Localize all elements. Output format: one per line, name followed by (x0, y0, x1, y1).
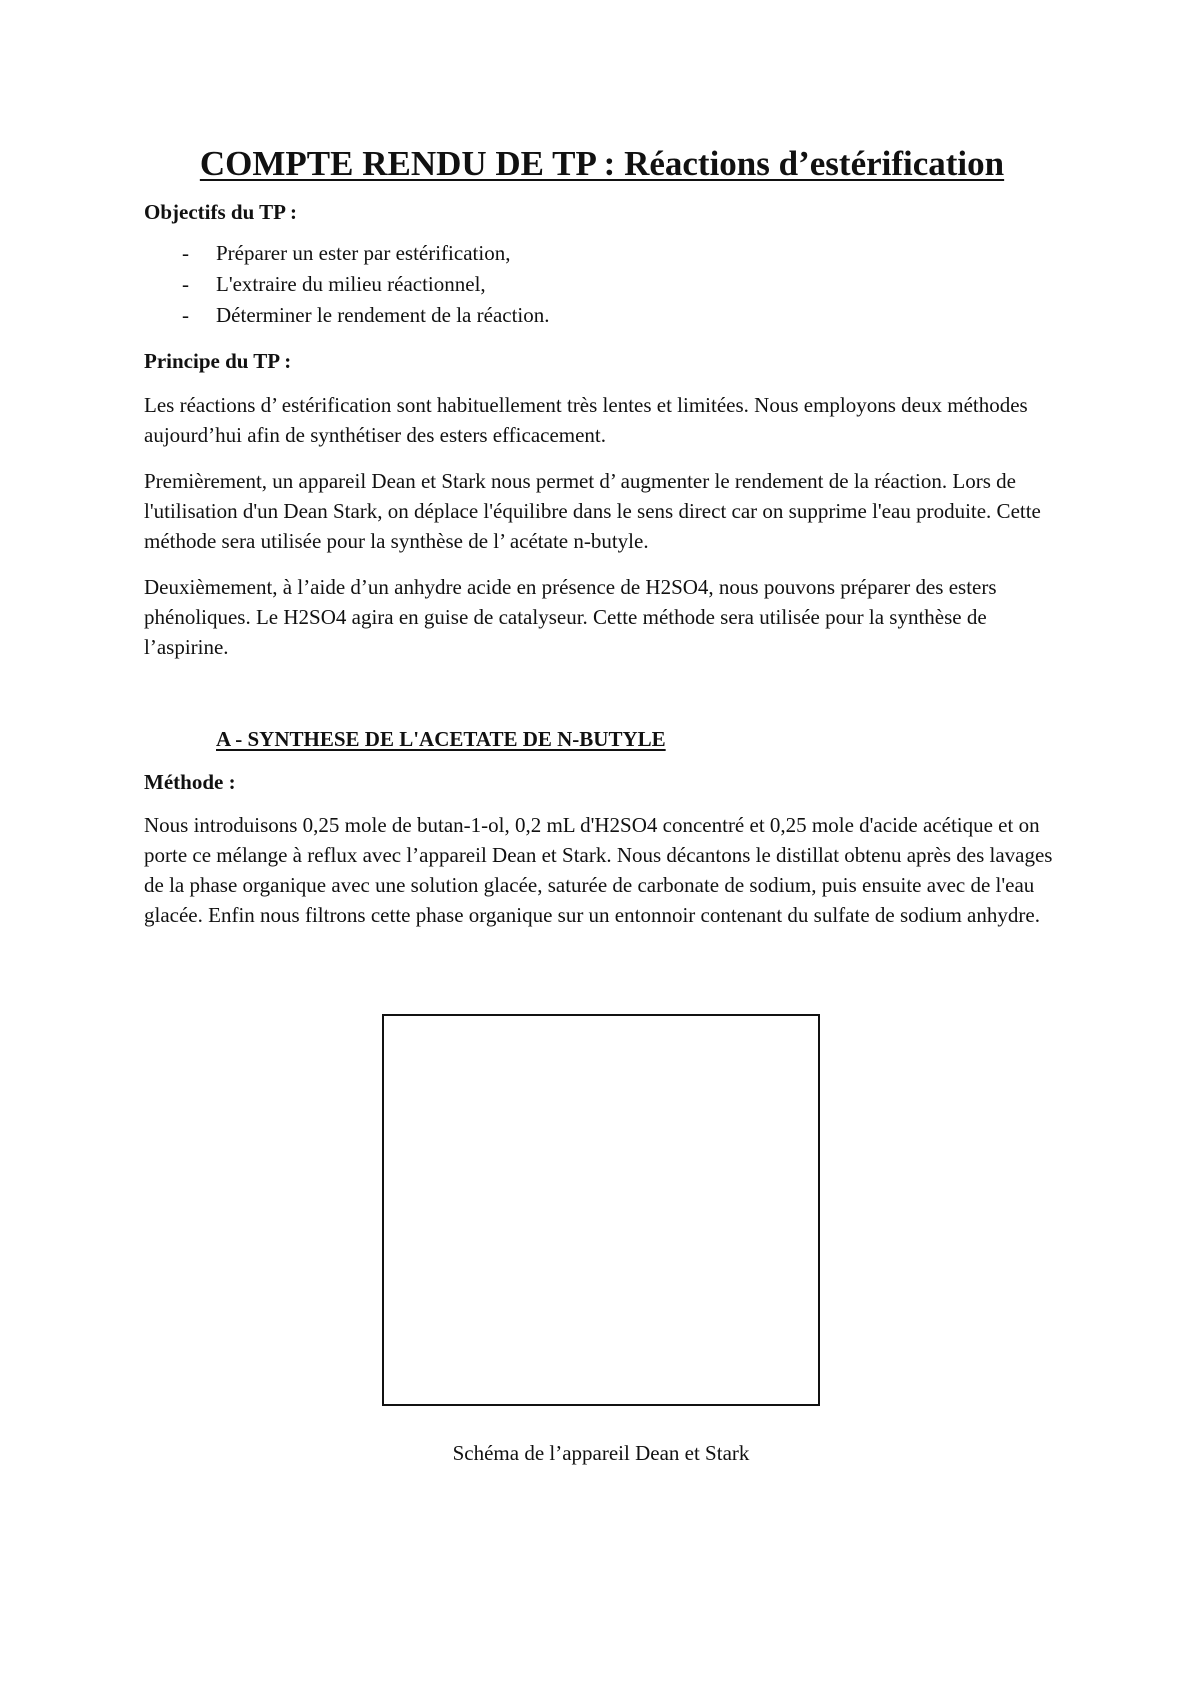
methode-paragraph: Nous introduisons 0,25 mole de butan-1-ol, 0,2 mL d'H2SO4 concentré et 0,25 mole d'acide acétique et on porte ce mélange à reflux avec l’appareil Dean et Stark. Nous décantons le distillat obtenu après des lavages de la phase organique avec une solution glacée, saturée de carbonate de sodium, puis ensuite avec de l'eau glacée. Enfin nous filtrons cette phase organique sur un entonnoir contenant du sulfate de sodium anhydre. (144, 813, 1053, 927)
principe-heading: Principe du TP : (144, 349, 292, 373)
dean-stark-diagram-frame (382, 1014, 820, 1406)
section-a-title: A - SYNTHESE DE L'ACETATE DE N-BUTYLE (216, 727, 666, 751)
list-item-text: Préparer un ester par estérification, (216, 241, 511, 265)
list-item-text: Déterminer le rendement de la réaction. (216, 303, 550, 327)
principe-paragraph: Les réactions d’ estérification sont habituellement très lentes et limitées. Nous employons deux méthodes aujourd’hui afin de synthétiser des esters efficacement. (144, 393, 1028, 447)
dash-bullet: - (182, 272, 189, 296)
list-item (144, 269, 1060, 300)
dash-bullet: - (182, 303, 189, 327)
figure-caption: Schéma de l’appareil Dean et Stark (452, 1441, 750, 1465)
principe-paragraph: Deuxièmement, à l’aide d’un anhydre acide en présence de H2SO4, nous pouvons préparer des esters phénoliques. Le H2SO4 agira en guise de catalyseur. Cette méthode sera utilisée pour la synthèse de l’aspirine. (144, 575, 997, 659)
document-title: COMPTE RENDU DE TP : Réactions d’estérification (199, 144, 1005, 183)
list-item (144, 300, 1060, 331)
objectifs-heading: Objectifs du TP : (144, 200, 298, 224)
dash-bullet: - (182, 241, 189, 265)
list-item (144, 238, 1060, 269)
document-content (144, 140, 1060, 930)
methode-heading: Méthode : (144, 770, 236, 794)
principe-paragraph: Premièrement, un appareil Dean et Stark nous permet d’ augmenter le rendement de la réaction. Lors de l'utilisation d'un Dean Stark, on déplace l'équilibre dans le sens direct car on supprime l'eau produite. Cette méthode sera utilisée pour la synthèse de l’ acétate n-butyle. (144, 469, 1041, 553)
list-item-text: L'extraire du milieu réactionnel, (216, 272, 486, 296)
objectifs-list (144, 238, 1060, 331)
